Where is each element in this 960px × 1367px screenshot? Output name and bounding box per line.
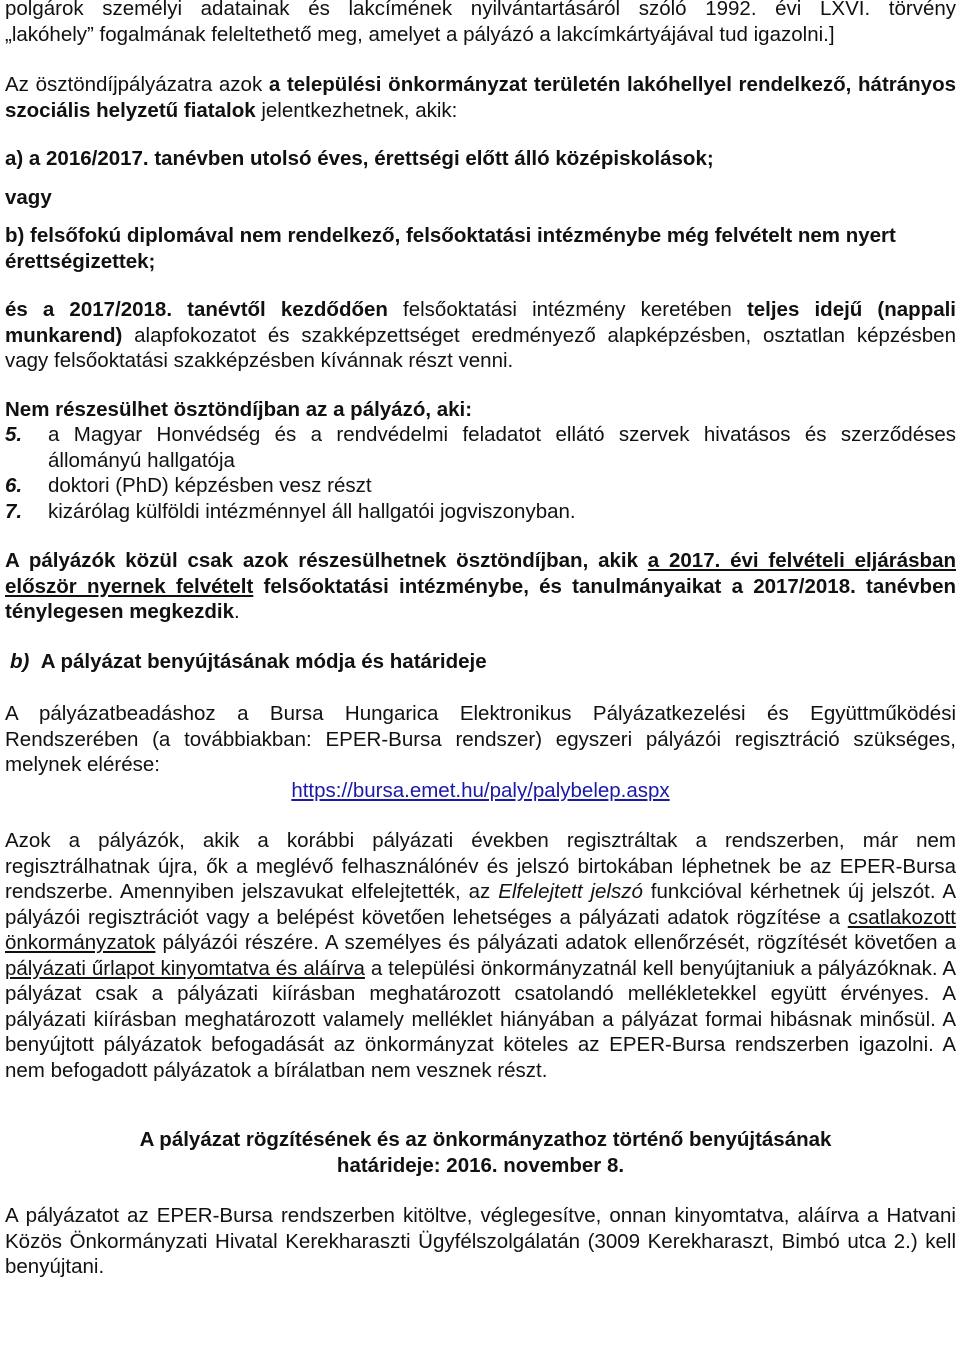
first-admission-paragraph: A pályázók közül csak azok részesülhetnek ösztöndíjban, akik a 2017. évi felvételi eljárásban először nyernek felvételt felsőoktatási intézménybe, és tanulmányaikat a 2017/2018. tanévben ténylegesen megkezdik. xyxy=(5,549,956,623)
eper-bursa-link[interactable]: https://bursa.emet.hu/paly/palybelep.aspx xyxy=(291,778,670,802)
condition-b: b) felsőfokú diplomával nem rendelkező, felsőoktatási intézménybe még felvételt nem nyert érettségizettek; xyxy=(5,224,896,273)
condition-a: a) a 2016/2017. tanévben utolsó éves, érettségi előtt álló középiskolások; xyxy=(5,147,714,170)
submission-paragraph: A pályázatot az EPER-Bursa rendszerben kitöltve, véglegesítve, onnan kinyomtatva, aláírva a Hatvani Közös Önkormányzati Hivatal Kerekharaszti Ügyfélszolgálatán (3009 Kerekharaszt, Bimbó utca 2.) kell benyújtani. xyxy=(5,1204,956,1278)
intro-paragraph xyxy=(5,0,956,47)
eligibility-paragraph: Az ösztöndíjpályázatra azok a települési önkormányzat területén lakóhellyel rendelkező, hátrányos szociális helyzetű fiatalok jelentkezhetnek, akik: xyxy=(5,73,956,122)
deadline-heading: A pályázat rögzítésének és az önkormányzathoz történő benyújtásának határideje: 2016. november 8. xyxy=(139,1128,832,1177)
link-line xyxy=(5,778,956,804)
list-item: 5. a Magyar Honvédség és a rendvédelmi feladatot ellátó szervek hivatásos és szerződéses állományú hallgatója xyxy=(5,423,956,472)
intro-line-1: polgárok személyi adatainak és lakcímének nyilvántartásáról szóló 1992. évi LXVI. törvény xyxy=(5,0,956,20)
section-b-heading: b) A pályázat benyújtásának módja és határideje xyxy=(10,649,487,673)
registration-paragraph: A pályázatbeadáshoz a Bursa Hungarica Elektronikus Pályázatkezelési és Együttműködési Rendszerében (a továbbiakban: EPER-Bursa rendszer) egyszeri pályázói regisztráció szükséges, melynek elérése: xyxy=(5,702,956,776)
not-eligible-list xyxy=(5,422,956,524)
login-paragraph: Azok a pályázók, akik a korábbi pályázati években regisztráltak a rendszerben, már nem regisztrálhatnak újra, ők a meglévő felhasználónév és jelszó birtokában léphetnek be az EPER-Bursa rendszerbe. Amennyiben jelszavukat elfelejtették, az Elfelejtett jelszó funkcióval kérhetnek új jelszót. A pályázói regisztrációt vagy a belépést követően lehetséges a pályázati adatok rögzítése a csatlakozott önkormányzatok pályázói részére. A személyes és pályázati adatok ellenőrzését, rögzítését követően a pályázati űrlapot kinyomtatva és aláírva a települési önkormányzatnál kell benyújtaniuk a pályázóknak. A pályázat csak a pályázati kiírásban meghatározott csatolandó mellékletekkel együtt érvényes. A pályázati kiírásban meghatározott valamely melléklet hiányában a pályázat formai hibásnak minősül. A benyújtott pályázatok befogadását az önkormányzat köteles az EPER-Bursa rendszerben igazolni. A nem befogadott pályázatok a bírálatban nem vesznek részt. xyxy=(5,829,956,1082)
list-item: 7. kizárólag külföldi intézménnyel áll hallgatói jogviszonyban. xyxy=(5,499,576,523)
study-condition-paragraph: és a 2017/2018. tanévtől kezdődően felsőoktatási intézmény keretében teljes idejű (nappali munkarend) alapfokozatot és szakképzettséget eredményező alapképzésben, osztatlan képzésben vagy felsőoktatási szakképzésben kívánnak részt venni. xyxy=(5,298,957,372)
document-page xyxy=(5,0,956,1280)
not-eligible-heading: Nem részesülhet ösztöndíjban az a pályázó, aki: xyxy=(5,397,473,421)
or-label: vagy xyxy=(5,185,52,209)
list-item: 6. doktori (PhD) képzésben vesz részt xyxy=(5,474,372,497)
intro-line-2: „lakóhely” fogalmának feleltethető meg, amelyet a pályázó a lakcímkártyájával tud igazolni.] xyxy=(5,22,835,46)
